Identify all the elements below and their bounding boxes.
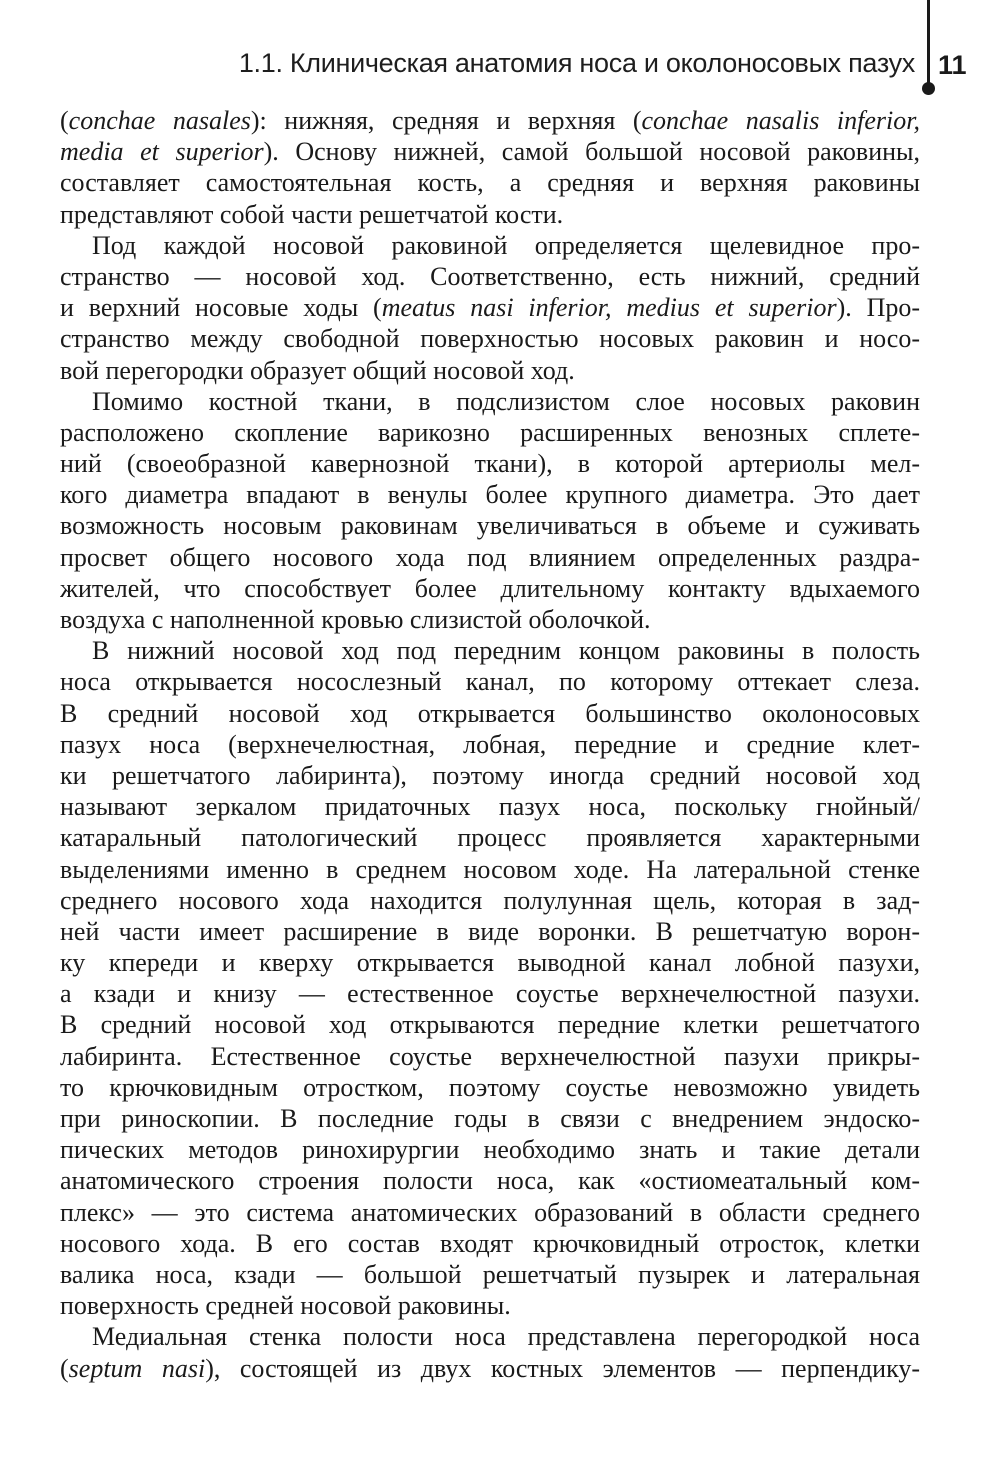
text-segment: называют зеркалом придаточных пазух носа, поскольку гнойный/ [60, 792, 920, 822]
text-line [60, 573, 920, 604]
text-line [60, 1072, 920, 1103]
text-segment: плекс» — это система анатомических образований в области среднего [60, 1197, 920, 1227]
running-head: 1.1. Клиническая анатомия носа и околоносовых пазух [238, 48, 915, 78]
text-line [60, 1103, 920, 1134]
text-segment: носа открывается носослезный канал, по которому оттекает слеза. [60, 667, 920, 697]
text-segment: В нижний носовой ход под передним концом раковины в полость [92, 636, 920, 666]
text-segment: пазух носа (верхнечелюстная, лобная, передние и средние клет- [60, 729, 920, 759]
text-line [60, 1009, 920, 1040]
text-segment: катаральный патологический процесс проявляется характерными [60, 823, 920, 853]
text-segment: составляет самостоятельная кость, а средняя и верхняя раковины [60, 168, 920, 198]
text-line [60, 791, 920, 822]
text-segment: ( [60, 1353, 69, 1383]
text-line [60, 1321, 920, 1352]
latin-term: media et superior [60, 137, 264, 167]
text-segment: странство — носовой ход. Соответственно, есть нижний, средний [60, 261, 920, 291]
text-line [60, 199, 920, 230]
text-line [60, 1197, 920, 1228]
text-segment: В средний носовой ход открывается большинство околоносовых [60, 698, 920, 728]
text-segment: ( [60, 106, 69, 135]
text-segment: поверхность средней носовой раковины. [60, 1291, 511, 1321]
text-line [60, 1165, 920, 1196]
text-line [60, 261, 920, 292]
text-line [60, 479, 920, 510]
text-segment: вой перегородки образует общий носовой ход. [60, 355, 575, 385]
text-segment: носового хода. В его состав входят крючковидный отросток, клетки [60, 1228, 920, 1258]
text-line [60, 448, 920, 479]
text-segment: В средний носовой ход открываются передние клетки решетчатого [60, 1010, 920, 1040]
text-line [60, 105, 920, 136]
text-line [60, 355, 920, 386]
text-segment: возможность носовым раковинам увеличиваться в объеме и суживать [60, 511, 920, 541]
text-line [60, 978, 920, 1009]
text-segment: ). Про- [836, 293, 920, 323]
text-line [60, 1041, 920, 1072]
text-line [60, 1228, 920, 1259]
text-line [60, 136, 920, 167]
text-line [60, 916, 920, 947]
page-number: 11 [938, 50, 967, 80]
text-segment: валика носа, кзади — большой решетчатый пузырек и латеральная [60, 1259, 920, 1289]
text-segment: ней части имеет расширение в виде воронки. В решетчатую ворон- [60, 916, 920, 946]
text-segment: пических методов ринохирургии необходимо знать и такие детали [60, 1135, 920, 1165]
latin-term: septum nasi [68, 1353, 206, 1383]
text-line [60, 635, 920, 666]
text-segment: среднего носового хода находится полулунная щель, которая в зад- [60, 885, 920, 915]
text-segment: Помимо костной ткани, в подслизистом слое носовых раковин [92, 386, 920, 416]
text-segment: жителей, что способствует более длительному контакту вдыхаемого [60, 573, 920, 603]
text-segment: то крючковидным отростком, поэтому соустье невозможно увидеть [60, 1072, 920, 1102]
text-line [60, 698, 920, 729]
latin-term: conchae nasalis inferior, [641, 106, 920, 135]
text-segment: ний (своеобразной кавернозной ткани), в которой артериолы мел- [60, 449, 920, 479]
text-line [60, 292, 920, 323]
text-line [60, 510, 920, 541]
text-segment: ки решетчатого лабиринта), поэтому иногда средний носовой ход [60, 760, 920, 790]
text-line [60, 1259, 920, 1290]
text-line [60, 1290, 920, 1321]
text-segment: а кзади и книзу — естественное соустье верхнечелюстной пазухи. [60, 979, 920, 1009]
latin-term: conchae nasales [68, 106, 251, 135]
text-line [60, 542, 920, 573]
text-segment: выделениями именно в среднем носовом ходе. На латеральной стенке [60, 854, 920, 884]
text-line [60, 760, 920, 791]
header-rule-dot [922, 82, 935, 95]
text-segment: анатомического строения полости носа, как «остиомеатальный ком- [60, 1166, 920, 1196]
text-line [60, 822, 920, 853]
latin-term: meatus nasi inferior, medius et superior [381, 293, 837, 323]
text-segment: Под каждой носовой раковиной определяется щелевидное про- [92, 230, 920, 260]
text-segment: при риноскопии. В последние годы в связи с внедрением эндоско- [60, 1104, 920, 1133]
text-segment: и верхний носовые ходы ( [60, 293, 382, 323]
text-line [60, 417, 920, 448]
text-segment: Медиальная стенка полости носа представлена перегородкой носа [92, 1322, 920, 1352]
body-text [60, 105, 920, 1384]
text-line [60, 666, 920, 697]
text-line [60, 167, 920, 198]
text-line [60, 947, 920, 978]
text-segment: ку кпереди и кверху открывается выводной канал лобной пазухи, [60, 948, 920, 978]
text-segment: кого диаметра впадают в венулы более крупного диаметра. Это дает [60, 480, 920, 510]
text-line [60, 1134, 920, 1165]
text-segment: воздуха с наполненной кровью слизистой оболочкой. [60, 605, 651, 634]
text-segment: ): нижняя, средняя и верхняя ( [250, 106, 642, 135]
text-segment: ), состоящей из двух костных элементов — перпендику- [205, 1353, 920, 1383]
text-line [60, 1353, 920, 1384]
text-segment: расположено скопление варикозно расширенных венозных сплете- [60, 417, 920, 447]
text-segment: странство между свободной поверхностью носовых раковин и носо- [60, 324, 920, 354]
text-line [60, 323, 920, 354]
text-line [60, 854, 920, 885]
text-line [60, 604, 920, 635]
header-rule [927, 0, 930, 86]
text-line [60, 230, 920, 261]
text-line [60, 885, 920, 916]
text-line [60, 386, 920, 417]
text-segment: просвет общего носового хода под влиянием определенных раздра- [60, 542, 920, 572]
text-segment: лабиринта. Естественное соустье верхнечелюстной пазухи прикры- [60, 1041, 920, 1071]
text-segment: ). Основу нижней, самой большой носовой раковины, [263, 137, 920, 167]
text-line [60, 729, 920, 760]
text-segment: представляют собой части решетчатой кости. [60, 199, 564, 229]
